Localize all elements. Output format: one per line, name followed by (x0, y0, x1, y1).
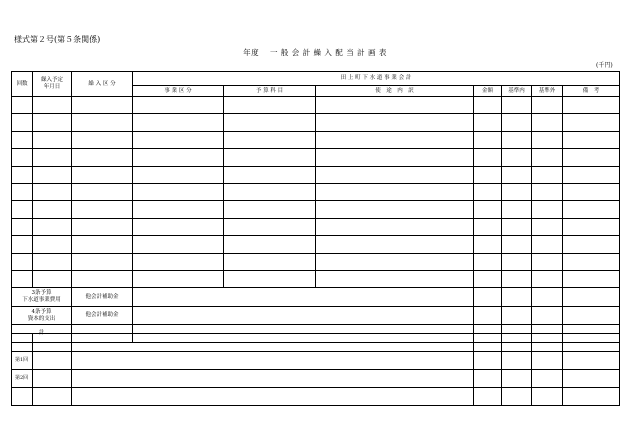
label-3jo-line2: 下水道事業費用 (22, 297, 61, 304)
header-kaisu: 回数 (12, 72, 33, 97)
label-second: 第2回 (12, 370, 33, 388)
label-first: 第1回 (12, 352, 33, 370)
table-row (12, 97, 620, 114)
header-group: 田 上 町 下 水 道 事 業 会 計 (133, 72, 620, 86)
label-4jo-line2: 資本的支出 (27, 315, 56, 322)
table-row (12, 236, 620, 253)
page-title: 年度 一 般 会 計 繰 入 配 当 計 画 表 (243, 48, 387, 57)
table-row (12, 218, 620, 235)
table-row (12, 149, 620, 166)
unit-label: (千円) (596, 62, 613, 69)
table-row (12, 270, 620, 287)
table-row (12, 166, 620, 183)
header-nengappi: 年月日 (43, 84, 61, 90)
lower-row-blank-2 (12, 388, 620, 406)
label-total: 計 (12, 325, 72, 343)
lower-row-first (12, 352, 620, 370)
row-4jo (12, 306, 620, 325)
table-row (12, 183, 620, 200)
table-row (12, 114, 620, 131)
plan-table (11, 71, 620, 343)
header-kingaku: 金額 (474, 86, 502, 97)
row-3jo (12, 288, 620, 307)
header-yosan-kamoku: 予 算 科 目 (224, 86, 316, 97)
kubun-3jo: 他会計補助金 (72, 288, 133, 307)
kubun-4jo: 他会計補助金 (72, 306, 133, 325)
header-kuriire-yotei-line1: 繰入予定 (40, 77, 63, 84)
header-kuriire-kubun: 繰 入 区 分 (72, 72, 133, 97)
schedule-table (11, 333, 620, 406)
lower-row-blank (12, 334, 620, 352)
table-row (12, 201, 620, 218)
lower-row-second (12, 370, 620, 388)
header-jigyo-kubun: 事 業 区 分 (133, 86, 224, 97)
header-biko: 備 考 (563, 86, 620, 97)
form-number: 様式第２号(第５条関係) (14, 35, 101, 44)
label-3jo (12, 288, 72, 307)
label-4jo (12, 306, 72, 325)
table-row (12, 131, 620, 148)
header-kijunnai: 基準内 (502, 86, 532, 97)
header-kuriire-yotei (33, 72, 72, 97)
header-shito-naiyaku: 使 途 内 訳 (316, 86, 474, 97)
header-kijungai: 基準外 (532, 86, 563, 97)
table-row (12, 253, 620, 270)
label-3jo-line1: 3条予算 (31, 290, 52, 297)
label-4jo-line1: 4条予算 (31, 308, 52, 315)
